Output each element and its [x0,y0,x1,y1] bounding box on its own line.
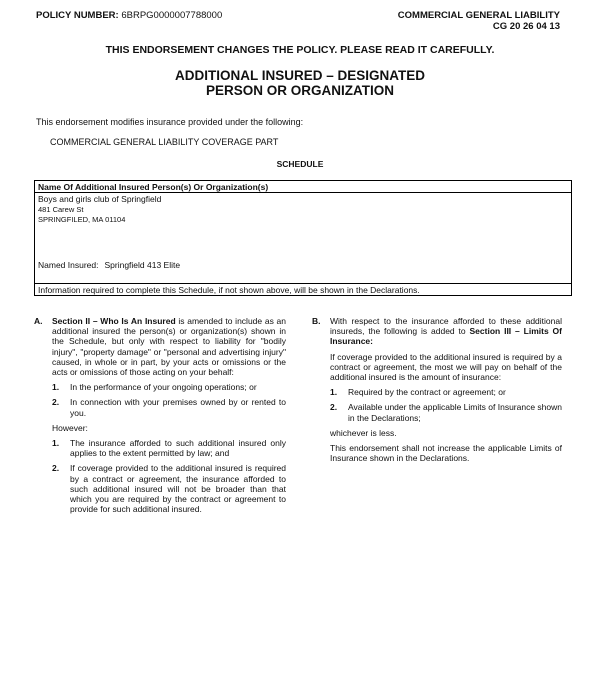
additional-insured-name: Boys and girls club of Springfield [38,194,162,204]
item-number: 1. [330,387,338,398]
section-a-heading: Section II – Who Is An Insured [52,316,176,326]
section-a-item [52,397,286,417]
schedule-table [34,180,572,296]
section-b-item [330,402,562,422]
coverage-part: COMMERCIAL GENERAL LIABILITY COVERAGE PART [50,137,279,147]
section-a-text: is amended to include as an additional insured the person(s) or organization(s) shown in the Schedule, but only with respect to liability for "bodily injury", "property damage" or "personal and advertising injury" caused, in whole or in part, by your acts or omissions or the acts or omissions of those acting on your behalf: [52,316,286,378]
item-number: 2. [52,463,60,474]
named-insured [38,260,180,270]
item-text: If coverage provided to the additional insured is required by a contract or agreement, the insurance afforded to such additional insured will not be broader than that which you are required by the contract or agreement to provide for such additional insured. [70,463,286,515]
endorsement-banner: THIS ENDORSEMENT CHANGES THE POLICY. PLEASE READ IT CAREFULLY. [105,44,495,56]
form-identifier [398,10,560,32]
schedule-footer-note: Information required to complete this Schedule, if not shown above, will be shown in the Declarations. [35,283,571,296]
section-b-text: With respect to the insurance afforded to these additional insureds, the following is added to [330,316,562,337]
however-item [52,463,286,514]
schedule-column-header: Name Of Additional Insured Person(s) Or Organization(s) [35,181,571,193]
named-insured-label: Named Insured: [38,260,99,270]
address-line-1: 481 Carew St [38,205,84,214]
section-b [312,316,562,463]
policy-number-label: POLICY NUMBER: [36,10,119,21]
item-number: 2. [52,397,60,408]
address-line-2: SPRINGFILED, MA 01104 [38,215,126,224]
item-text: The insurance afforded to such additional insured only applies to the extent permitted by law; and [70,438,286,459]
policy-number-header [36,10,222,21]
form-name: COMMERCIAL GENERAL LIABILITY [397,10,560,21]
whichever-text: whichever is less. [330,427,397,438]
section-a-item [52,382,286,392]
item-number: 1. [52,438,60,449]
however-item [52,438,286,458]
section-b-item [330,387,562,397]
section-b-label: B. [312,316,321,326]
named-insured-value: Springfield 413 Elite [104,260,181,270]
item-number: 1. [52,382,60,393]
form-number: CG 20 26 04 13 [492,21,560,32]
item-text: Available under the applicable Limits of Insurance shown in the Declarations; [348,402,562,423]
item-number: 2. [330,402,338,413]
section-b-paragraph-2: This endorsement shall not increase the applicable Limits of Insurance shown in the Declarations. [330,443,562,464]
section-b-paragraph-1: If coverage provided to the additional insured is required by a contract or agreement, the most we will pay on behalf of the additional insured is the amount of insurance: [330,351,562,383]
section-b-heading: Section III – Limits Of Insurance: [330,326,562,347]
modifies-text: This endorsement modifies insurance provided under the following: [36,117,304,127]
item-text: In connection with your premises owned by or rented to you. [70,397,286,418]
schedule-heading: SCHEDULE [276,159,324,169]
item-text: Required by the contract or agreement; or [348,387,506,398]
document-title [0,68,600,98]
however-label: However: [52,422,88,433]
section-a-label: A. [34,316,43,326]
section-a [34,316,286,514]
title-line-2: PERSON OR ORGANIZATION [205,83,394,98]
policy-number-value: 6BRPG0000007788000 [121,10,223,21]
title-line-1: ADDITIONAL INSURED – DESIGNATED [174,68,426,83]
item-text: In the performance of your ongoing operations; or [70,382,257,393]
